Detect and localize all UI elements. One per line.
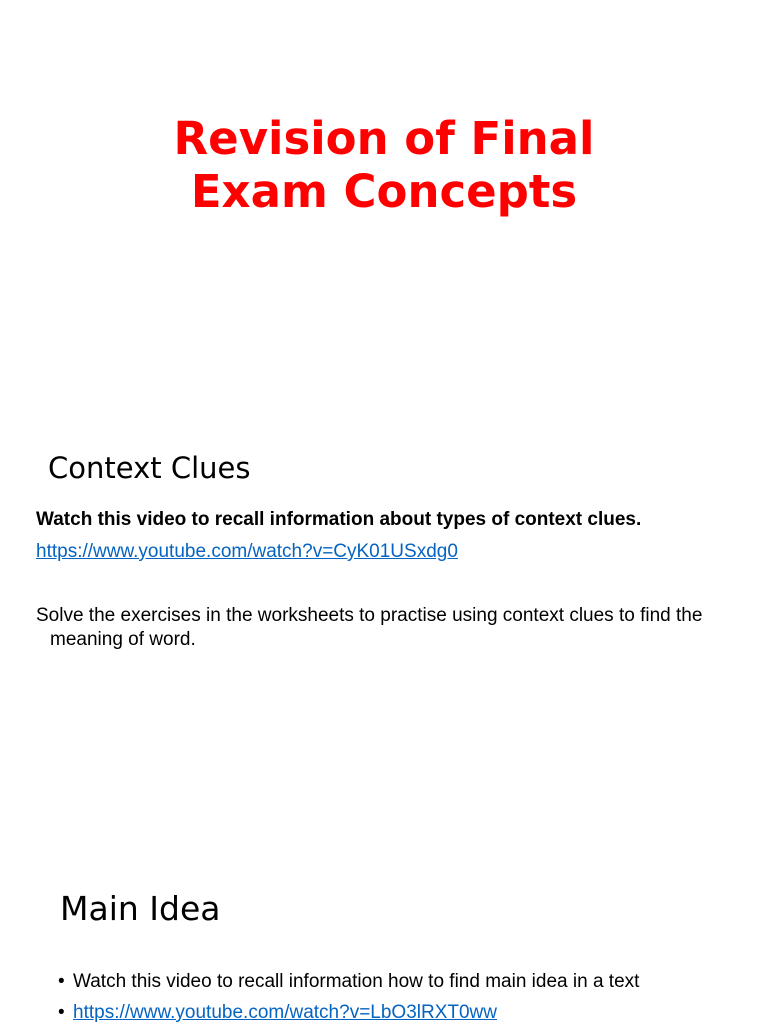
main-idea-instruction: Watch this video to recall information how to find main idea in a text bbox=[73, 971, 640, 992]
context-clues-link-paragraph bbox=[36, 540, 458, 564]
bullet-icon: • bbox=[58, 1002, 65, 1023]
list-item bbox=[58, 966, 639, 997]
context-clues-heading: Context Clues bbox=[48, 451, 251, 485]
presentation-title bbox=[0, 112, 768, 218]
context-clues-instruction: Watch this video to recall information about types of context clues. bbox=[36, 509, 642, 530]
title-line-2: Exam Concepts bbox=[190, 165, 578, 218]
context-clues-video-link[interactable]: https://www.youtube.com/watch?v=CyK01USxdg0 bbox=[36, 541, 458, 562]
main-idea-video-link[interactable]: https://www.youtube.com/watch?v=LbO3lRXT0ww bbox=[73, 1002, 497, 1023]
main-idea-bullet-list bbox=[58, 966, 639, 1024]
main-idea-slide bbox=[0, 850, 768, 1024]
context-clues-slide bbox=[0, 410, 768, 850]
bullet-icon: • bbox=[58, 971, 65, 992]
list-item bbox=[58, 997, 639, 1024]
title-slide bbox=[0, 0, 768, 410]
context-clues-exercise-text: Solve the exercises in the worksheets to practise using context clues to find the meaning of word. bbox=[36, 605, 703, 650]
title-line-1: Revision of Final bbox=[173, 112, 595, 165]
main-idea-heading: Main Idea bbox=[60, 889, 221, 928]
